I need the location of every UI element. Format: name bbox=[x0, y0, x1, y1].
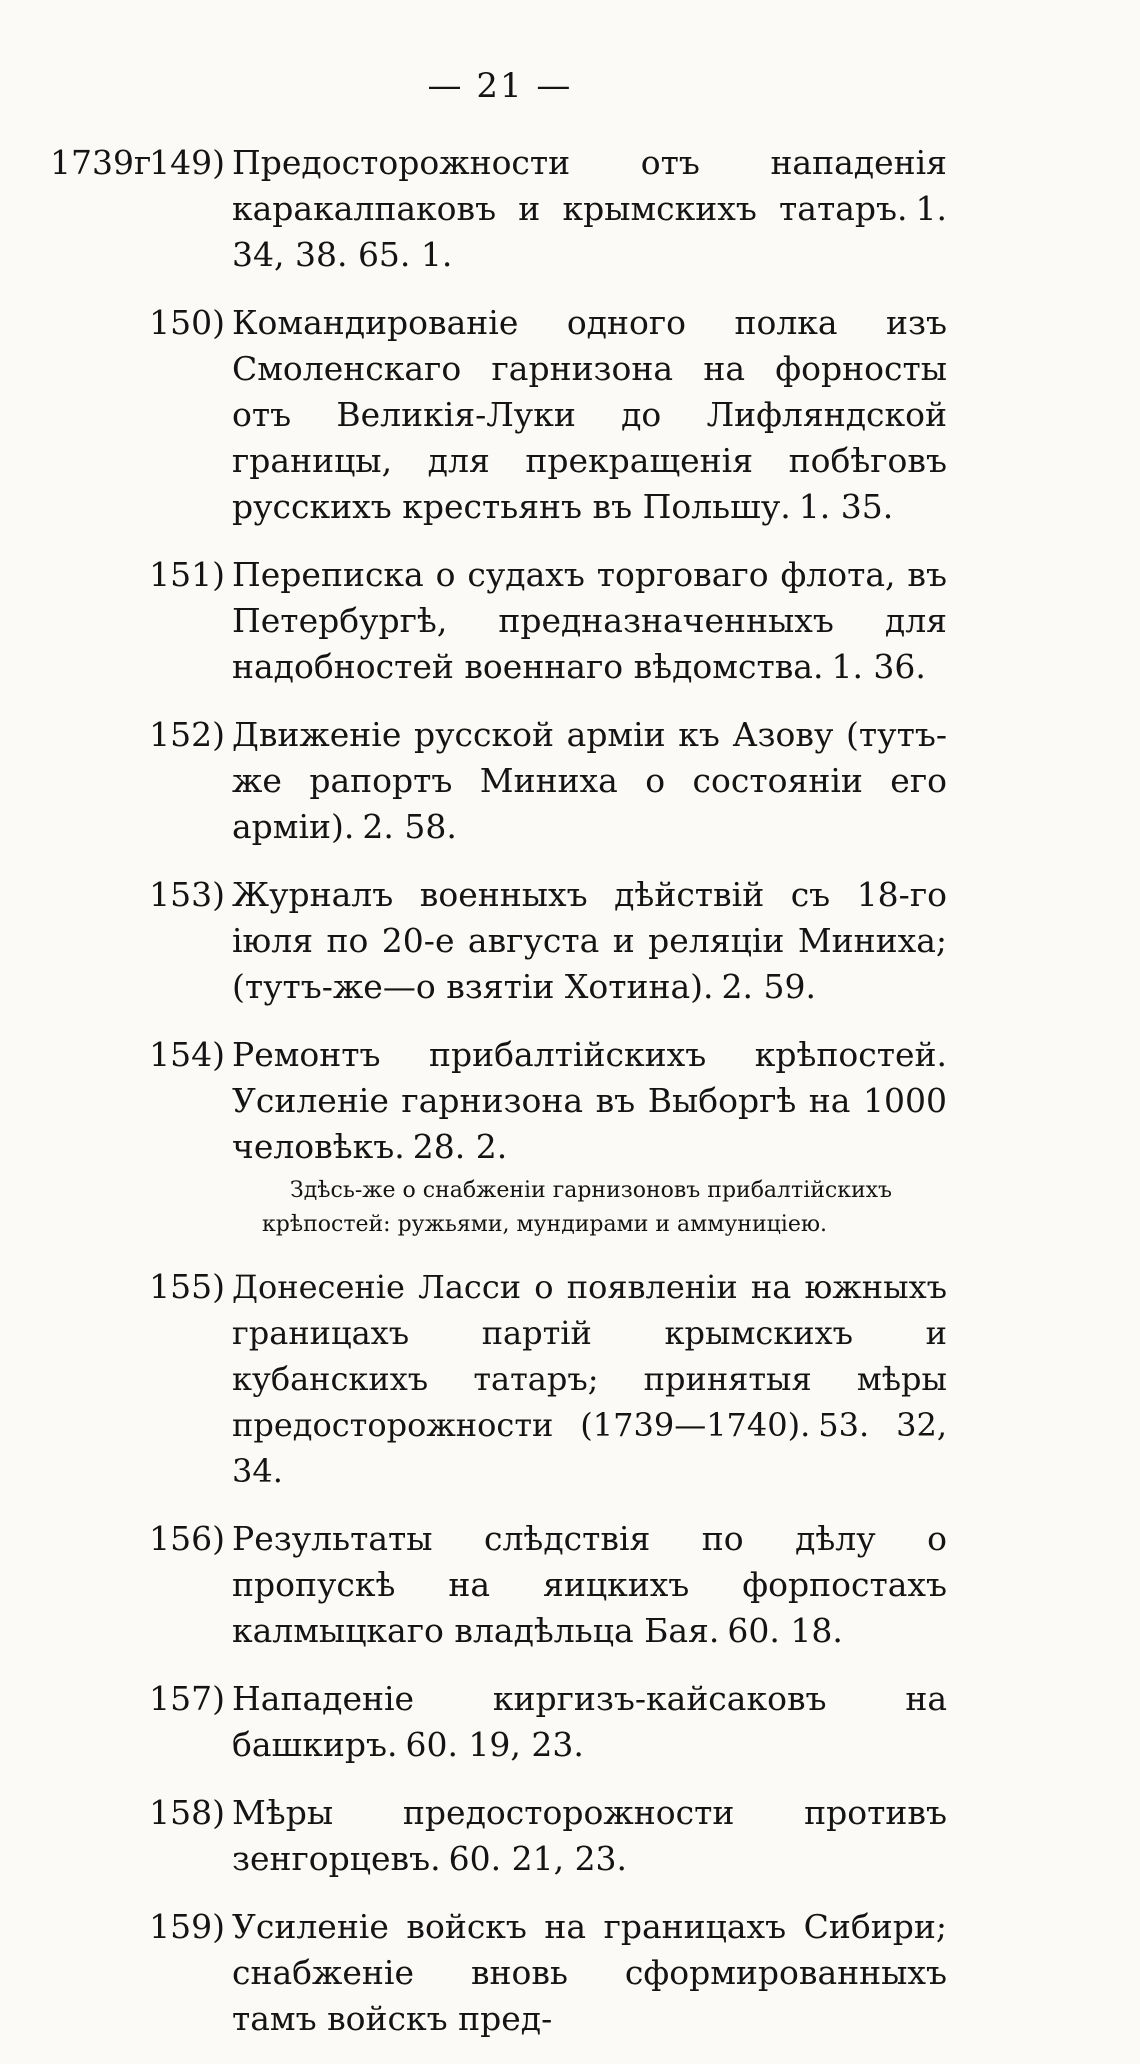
entry-year: 1739г bbox=[50, 143, 152, 182]
entry-text: Движеніе русской арміи къ Азову (тутъ-же рапортъ Миниха о состояніи его арміи). 2. 58. bbox=[232, 715, 947, 846]
entry-text: Результаты слѣдствія по дѣлу о пропускѣ на яицкихъ форпостахъ калмыцкаго владѣльца Бая. 60. 18. bbox=[232, 1519, 947, 1650]
entry-ref: 1. 35. bbox=[798, 487, 894, 526]
entry-ref: 60. 19, 23. bbox=[405, 1725, 584, 1764]
list-item bbox=[0, 712, 1140, 850]
entry-ref: 53. 32, 34. bbox=[232, 1406, 948, 1490]
entry-text: Командированіе одного полка изъ Смоленскаго гарнизона на форносты отъ Великія-Луки до Лифляндской границы, для прекращенія побѣговъ русскихъ крестьянъ въ Польшу. 1. 35. bbox=[232, 303, 947, 526]
list-item bbox=[0, 552, 1140, 690]
list-item bbox=[0, 1264, 1140, 1494]
entry-number: 158) bbox=[149, 1793, 225, 1832]
list-item bbox=[0, 1032, 1140, 1242]
entry-ref: 2. 59. bbox=[721, 967, 816, 1006]
list-item bbox=[0, 300, 1140, 530]
entry-ref: 1. 34, 38. 65. 1. bbox=[232, 189, 947, 274]
entry-number: 152) bbox=[149, 715, 225, 754]
page-number: — 21 — bbox=[427, 66, 573, 106]
entry-ref: 1. 36. bbox=[831, 647, 926, 686]
entry-text: Переписка о судахъ торговаго флота, въ Петербургѣ, предназначенныхъ для надобностей военнаго вѣдомства. 1. 36. bbox=[232, 555, 947, 686]
entry-ref: 2. 58. bbox=[362, 807, 457, 846]
list-item bbox=[0, 1516, 1140, 1654]
entry-number: 149) bbox=[149, 143, 225, 182]
entry-ref: 60. 21, 23. bbox=[448, 1839, 628, 1878]
entry-text: Донесеніе Ласси о появленіи на южныхъ границахъ партій крымскихъ и кубанскихъ татаръ; принятыя мѣры предосторожности (1739—1740). 53. 32, 34. bbox=[232, 1268, 948, 1490]
entry-text: Предосторожности отъ нападенія каракалпаковъ и крымскихъ татаръ. 1. 34, 38. 65. 1. bbox=[232, 143, 947, 274]
entry-text: Журналъ военныхъ дѣйствій съ 18-го іюля по 20-е августа и реляціи Миниха; (тутъ-же—о взятіи Хотина). 2. 59. bbox=[232, 875, 947, 1006]
list-item bbox=[0, 1790, 1140, 1882]
entry-text: Нападеніе киргизъ-кайсаковъ на башкиръ. 60. 19, 23. bbox=[232, 1679, 947, 1764]
list-item bbox=[0, 1676, 1140, 1768]
entry-number: 156) bbox=[149, 1519, 225, 1558]
entry-ref: 60. 18. bbox=[727, 1611, 843, 1650]
list-item bbox=[0, 872, 1140, 1010]
entry-text: Ремонтъ прибалтійскихъ крѣпостей. Усиленіе гарнизона въ Выборгѣ на 1000 человѣкъ. 28. 2. bbox=[232, 1035, 947, 1166]
entry-number: 154) bbox=[149, 1035, 225, 1074]
list-item bbox=[0, 140, 1140, 278]
entry-text: Мѣры предосторожности противъ зенгорцевъ. 60. 21, 23. bbox=[232, 1793, 947, 1878]
entry-list bbox=[0, 140, 1140, 2064]
entry-number: 151) bbox=[149, 555, 225, 594]
entry-number: 150) bbox=[149, 303, 225, 342]
entry-note: Здѣсь-же о снабженіи гарнизоновъ прибалтійскихъ крѣпостей: ружьями, мундирами и аммуниціею. bbox=[262, 1178, 893, 1237]
entry-ref: 28. 2. bbox=[412, 1127, 508, 1166]
entry-number: 159) bbox=[149, 1907, 225, 1946]
list-item bbox=[0, 1904, 1140, 2042]
entry-text: Усиленіе войскъ на границахъ Сибири; снабженіе вновь сформированныхъ тамъ войскъ пред- bbox=[232, 1907, 947, 2038]
entry-number: 157) bbox=[149, 1679, 225, 1718]
entry-number: 153) bbox=[149, 875, 225, 914]
entry-number: 155) bbox=[149, 1267, 225, 1306]
